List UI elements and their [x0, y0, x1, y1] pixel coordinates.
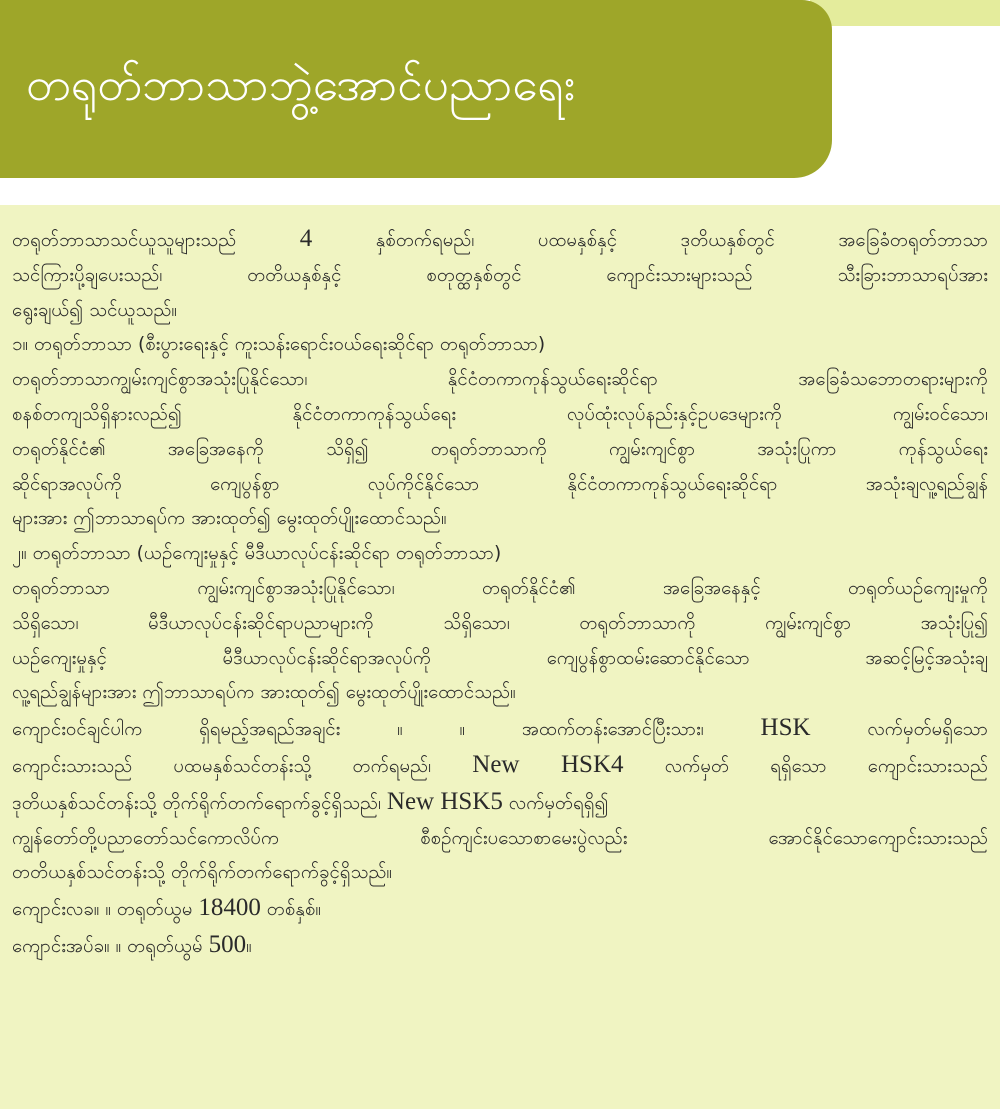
admission-line-5: တတိယနှစ်သင်တန်းသို့ တိုက်ရိုက်တက်ရောက်ခွင့်ရှိသည်။	[12, 862, 393, 884]
section1-line: တရုတ်နိုင်ငံ၏ အခြေအနေကို သိရှိ၍ တရုတ်ဘာသာကို ကျွမ်းကျင်စွာ အသုံးပြုကာ ကုန်သွယ်ရေး	[12, 438, 988, 460]
admission-text: လက်မှတ်ရရှိ၍	[508, 792, 609, 814]
section1-heading: ၁။ တရုတ်ဘာသာ (စီးပွားရေးနှင့် ကူးသန်းရောင်းဝယ်ရေးဆိုင်ရာ တရုတ်ဘာသာ)	[12, 334, 546, 356]
section1-line: ဆိုင်ရာအလုပ်ကို ကျေပွန်စွာ လုပ်ကိုင်နိုင်သော နိုင်ငံတကာကုန်သွယ်ရေးဆိုင်ရာ အသုံးချလူ့ရည်ချွန်	[12, 473, 988, 495]
header-banner	[0, 0, 832, 178]
section2-line: ယဉ်ကျေးမှုနှင့် မီဒီယာလုပ်ငန်းဆိုင်ရာအလုပ်ကို ကျေပွန်စွာထမ်းဆောင်နိုင်သော အဆင့်မြင့်အသုံးချ	[12, 647, 988, 669]
intro-line-1	[12, 222, 988, 259]
section2-line: သိရှိသော၊ မီဒီယာလုပ်ငန်းဆိုင်ရာပညာများကို သိရှိသော၊ တရုတ်ဘာသာကို ကျွမ်းကျင်စွာ အသုံးပြု၍	[12, 612, 988, 634]
page-title: တရုတ်ဘာသာဘွဲ့အောင်ပညာရေး	[26, 57, 576, 111]
corner-accent	[810, 0, 1000, 26]
tuition-fee-line	[12, 891, 988, 928]
admission-text: ဒုတိယနှစ်သင်တန်းသို့ တိုက်ရိုက်တက်ရောက်ခွင့်ရှိသည်၊	[12, 792, 381, 814]
years-number: 4	[299, 225, 313, 252]
intro-text-b: နှစ်တက်ရမည်၊ ပထမနှစ်နှင့် ဒုတိယနှစ်တွင် အခြေခံတရုတ်ဘာသာ	[375, 230, 988, 251]
hsk-label: HSK	[760, 714, 811, 742]
application-end: ။	[246, 935, 252, 957]
admission-text: လက်မှတ်မရှိသော	[867, 719, 988, 741]
application-fee-line	[12, 928, 988, 965]
intro-text-a: တရုတ်ဘာသာသင်ယူသူများသည်	[12, 230, 237, 251]
section2-line-last: လူ့ရည်ချွန်များအား ဤဘာသာရပ်က အားထုတ်၍ မွေးထုတ်ပျိုးထောင်သည်။	[12, 682, 516, 704]
section1-line-last: များအား ဤဘာသာရပ်က အားထုတ်၍ မွေးထုတ်ပျိုးထောင်သည်။	[12, 508, 447, 530]
admission-text: လက်မှတ် ရရှိသော ကျောင်းသားသည်	[664, 755, 988, 777]
section2-line: တရုတ်ဘာသာ ကျွမ်းကျင်စွာအသုံးပြုနိုင်သော၊ တရုတ်နိုင်ငံ၏ အခြေအနေနှင့် တရုတ်ယဉ်ကျေးမှုကို	[12, 577, 988, 599]
section1-line: စနစ်တကျသိရှိနားလည်၍ နိုင်ငံတကာကုန်သွယ်ရေး လုပ်ထုံးလုပ်နည်းနှင့်ဥပဒေများကို ကျွမ်းဝင်သော၊	[12, 403, 988, 425]
intro-line-2: သင်ကြားပို့ချပေးသည်၊ တတိယနှစ်နှင့် စတုတ္ထနှစ်တွင် ကျောင်းသားများသည် သီးခြားဘာသာရပ်အား	[12, 264, 988, 286]
admission-line-2	[12, 748, 988, 785]
tuition-label: ကျောင်းလခ။ ။ တရုတ်ယွမ	[12, 899, 193, 921]
admission-line-3	[12, 785, 988, 822]
section2-heading: ၂။ တရုတ်ဘာသာ (ယဉ်ကျေးမှုနှင့် မီဒီယာလုပ်ငန်းဆိုင်ရာ တရုတ်ဘာသာ)	[12, 543, 502, 565]
admission-line-1	[12, 711, 988, 748]
admission-line-4: ကျွန်တော်တို့ပညာတော်သင်ကောလိပ်က စီစဉ်ကျင်းပသောစာမေးပွဲလည်း အောင်နိုင်သောကျောင်းသားသည်	[12, 827, 988, 849]
intro-line-3: ရွေးချယ်၍ သင်ယူသည်။	[12, 299, 178, 321]
application-label: ကျောင်းအပ်ခ။ ။ တရုတ်ယွမ်	[12, 935, 203, 957]
admission-text: ကျောင်းသားသည် ပထမနှစ်သင်တန်းသို့ တက်ရမည်၊	[12, 755, 432, 777]
hsk4-label: New HSK4	[472, 750, 624, 778]
section1-line: တရုတ်ဘာသာကျွမ်းကျင်စွာအသုံးပြုနိုင်သော၊ နိုင်ငံတကာကုန်သွယ်ရေးဆိုင်ရာ အခြေခံသဘောတရားများကို	[12, 369, 988, 391]
tuition-amount: 18400	[198, 894, 261, 922]
hsk5-label: New HSK5	[386, 787, 503, 815]
admission-text: ကျောင်းဝင်ချင်ပါက ရှိရမည့်အရည်အချင်း ။ ။ အထက်တန်းအောင်ပြီးသား၊	[12, 719, 704, 741]
application-amount: 500	[208, 930, 247, 958]
tuition-unit: တစ်နှစ်။	[266, 899, 322, 921]
article-body	[12, 222, 988, 965]
